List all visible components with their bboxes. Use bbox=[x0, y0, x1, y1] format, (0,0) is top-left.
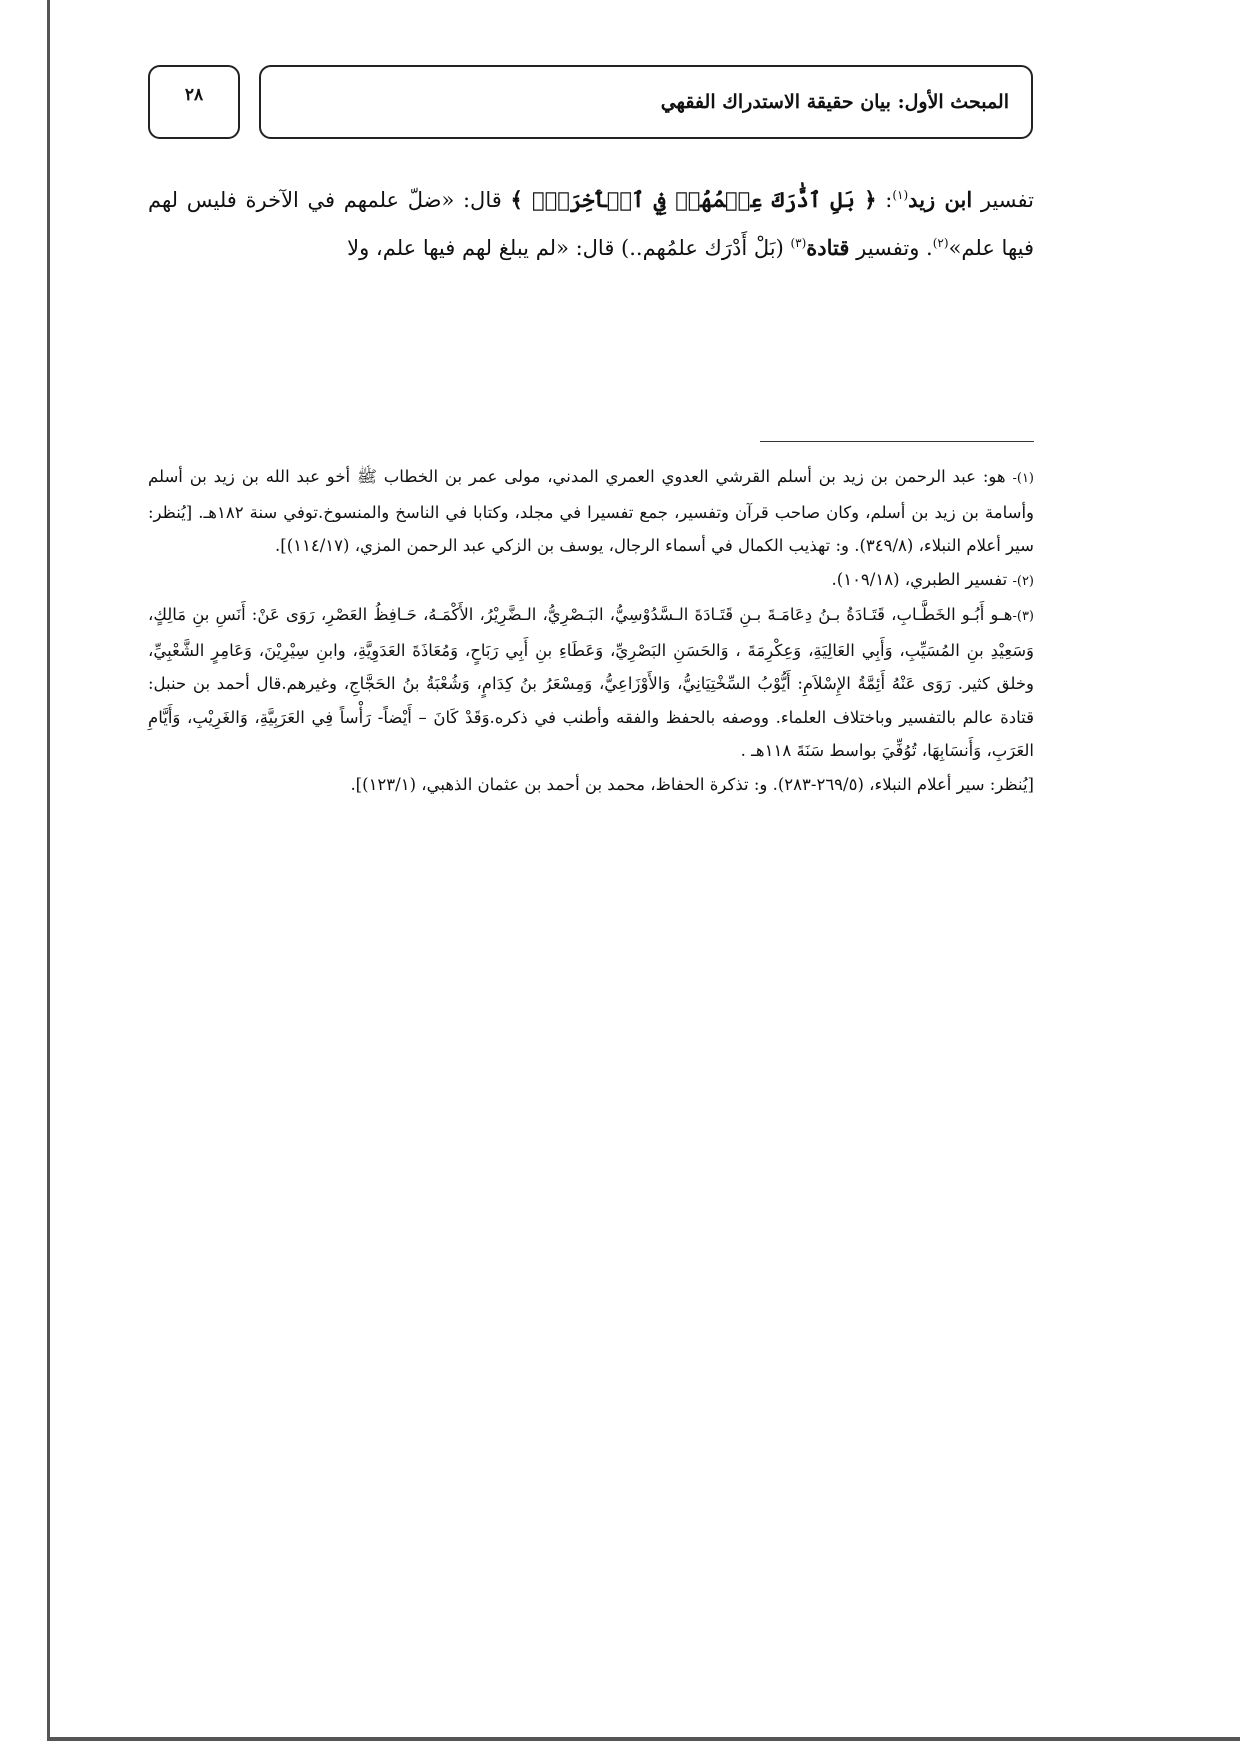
text-run: قال: «ضلّ علمهم في الآخرة فليس لهم فيها علم» bbox=[148, 188, 1034, 260]
footnote-3-number: (٣)- bbox=[1012, 609, 1034, 624]
footnote-ref-1[interactable]: (١) bbox=[892, 188, 909, 202]
footnote-separator bbox=[760, 441, 1034, 442]
footnote-1 bbox=[148, 460, 1034, 563]
page-number: ٢٨ bbox=[184, 85, 204, 105]
chapter-header-box bbox=[259, 65, 1033, 139]
text-run: تفسير bbox=[972, 188, 1034, 212]
page-frame-bottom-border bbox=[47, 1737, 1240, 1741]
text-run: . وتفسير bbox=[849, 236, 933, 260]
text-run: (بَلْ أَدْرَك علمُهم..) قال: «لم يبلغ لهم فيها علم، ولا bbox=[347, 236, 791, 260]
text-run: : bbox=[876, 188, 893, 212]
name-qatada: قتادة bbox=[806, 235, 850, 260]
chapter-title: المبحث الأول: بيان حقيقة الاستدراك الفقهي bbox=[660, 91, 1009, 113]
footnote-3 bbox=[148, 598, 1034, 768]
footnote-2-number: (٢)- bbox=[1012, 573, 1034, 589]
footnote-3-text: هـو أَبُـو الخَطَّـابِ، قَتَـادَةُ بـنُ دِعَامَـةَ بـنِ قَتَـادَةَ الـسَّدُوْسِيُّ، البَـصْرِيُّ، الـضَّرِيْرُ، الأَكْمَـهُ، حَـافِظُ العَصْرِ، رَوَى عَنْ: أَنَسِ بنِ مَالِكٍ، وَسَعِيْدِ بنِ المُسَيِّبِ، وَأَبِي العَالِيَةِ، وَعِكْرِمَةَ ، وَالحَسَنِ البَصْرِيِّ، وَعَطَاءِ بنِ أَبِي رَبَاحٍ، وَمُعَاذَةَ العَدَوِيَّةِ، وابنِ سِيْرِيْنَ، وَعَامِرٍ الشَّعْبِيِّ، وخلق كثير. رَوَى عَنْهُ أَئِمَّةُ الإِسْلاَمِ: أَيُّوْبُ السِّخْتِيَانِيُّ، وَالأَوْزَاعِيُّ، وَمِسْعَرُ بنُ كِدَامٍ، وَشُعْبَةُ بنُ الحَجَّاجِ، وغيرهم.قال أحمد بن حنبل: قتادة عالم بالتفسير وباختلاف العلماء. ووصفه بالحفظ والفقه وأطنب في ذكره.وَقَدْ كَانَ – أَيْضاً- رَأْساً فِي العَرَبِيَّةِ، وَالغَرِيْبِ، وَأَيَّامِ العَرَبِ، وَأَنسَابِهَا، تُوُفِّيَ بواسط سَنَةَ ١١٨هـ . bbox=[148, 605, 1034, 760]
name-ibn-zaid: ابن زيد bbox=[908, 187, 973, 212]
quran-verse: ﴿ بَلِ ٱدَّٰرَكَ عِلۡمُهُمۡ فِي ٱلۡأٓخِرَةِۚ ﴾ bbox=[510, 187, 877, 212]
footnote-3-reference bbox=[148, 768, 1034, 802]
footnote-ref-2[interactable]: (٢) bbox=[932, 236, 949, 250]
main-paragraph bbox=[148, 176, 1034, 272]
footnote-ref-3[interactable]: (٣) bbox=[790, 236, 807, 250]
footnotes-section bbox=[148, 460, 1034, 801]
footnote-2-text: تفسير الطبري، (١٠٩/١٨). bbox=[831, 569, 1013, 589]
footnote-1-text: هو: عبد الرحمن بن زيد بن أسلم القرشي العدوي العمري المدني، مولى عمر بن الخطاب ﷺ أخو عبد الله بن زيد بن أسلم وأسامة بن زيد بن أسلم، وكان صاحب قرآن وتفسير، جمع تفسيرا في مجلد، وكتابا في الناسخ والمنسوخ.توفي سنة ١٨٢هـ. [يُنظر: سير أعلام النبلاء، (٣٤٩/٨). و: تهذيب الكمال في أسماء الرجال، يوسف بن الزكي عبد الرحمن المزي، (١١٤/١٧)]. bbox=[148, 467, 1034, 555]
footnote-2 bbox=[148, 563, 1034, 599]
page-frame-left-border bbox=[47, 0, 50, 1740]
page-number-box bbox=[148, 65, 240, 139]
footnote-3-ref-text: [يُنظر: سير أعلام النبلاء، (٢٦٩/٥-٢٨٣). و: تذكرة الحفاظ، محمد بن أحمد بن عثمان الذهبي، (١٢٣/١)]. bbox=[350, 774, 1034, 794]
footnote-1-number: (١)- bbox=[1012, 471, 1034, 486]
